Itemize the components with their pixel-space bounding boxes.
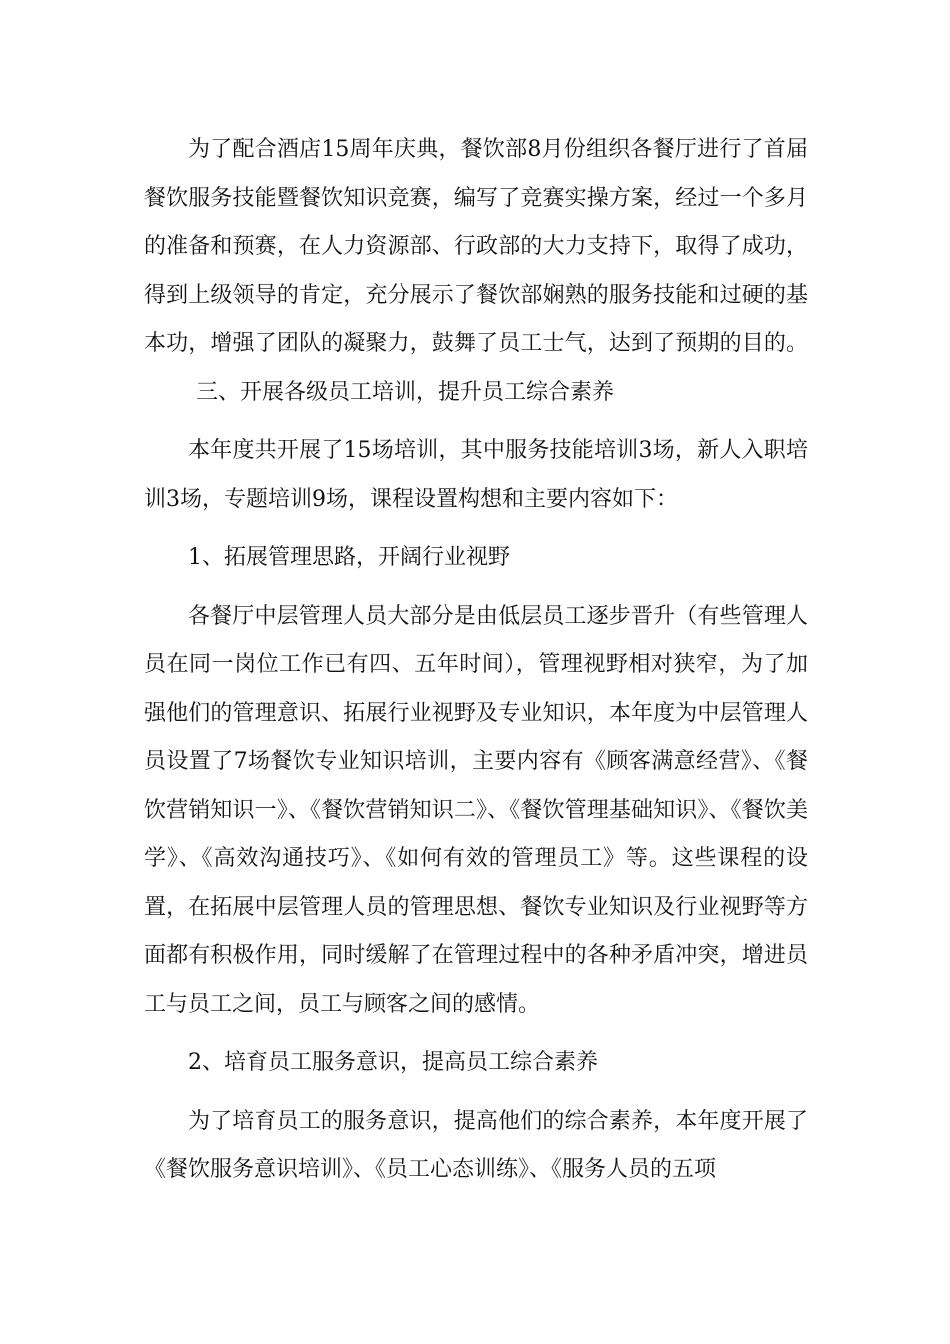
paragraph-training-summary: 本年度共开展了15场培训，其中服务技能培训3场，新人入职培训3场，专题培训9场，课程设置构想和主要内容如下： — [144, 438, 808, 512]
paragraph-gap — [144, 1029, 808, 1039]
paragraph-competition-text: 为了配合酒店15周年庆典，餐饮部8月份组织各餐厅进行了首届餐饮服务技能暨餐饮知识竞赛，编写了竞赛实操方案，经过一个多月的准备和预赛，在人力资源部、行政部的大力支持下，取得了成功，得到上级领导的肯定，充分展示了餐饮部娴熟的服务技能和过硬的基本功，增强了团队的凝聚力，鼓舞了员工士气，达到了预期的目的。 — [144, 137, 808, 356]
paragraph-management-training: 各餐厅中层管理人员大部分是由低层员工逐步晋升（有些管理人员在同一岗位工作已有四、五年时间），管理视野相对狭窄，为了加强他们的管理意识、拓展行业视野及专业知识，本年度为中层管理人员设置了7场餐饮专业知识培训，主要内容有《顾客满意经营》、《餐饮营销知识一》、《餐饮营销知识二》、《餐饮管理基础知识》、《餐饮美学》、《高效沟通技巧》、《如何有效的管理员工》等。这些课程的设置，在拓展中层管理人员的管理思想、餐饮专业知识及行业视野等方面都有积极作用，同时缓解了在管理过程中的各种矛盾冲突，增进员工与员工之间，员工与顾客之间的感情。 — [144, 603, 808, 1017]
document-body — [144, 126, 808, 1195]
subheading-management: 1、拓展管理思路，开阔行业视野 — [188, 545, 510, 570]
paragraph-gap — [144, 583, 808, 593]
paragraph-gap — [144, 1088, 808, 1098]
paragraph-service-training: 为了培育员工的服务意识，提高他们的综合素养，本年度开展了《餐饮服务意识培训》、《员工心态训练》、《服务人员的五项 — [144, 1108, 808, 1182]
paragraph-gap — [144, 524, 808, 534]
section-heading-training: 三、开展各级员工培训，提升员工综合素养 — [196, 379, 615, 405]
paragraph-gap — [144, 417, 808, 427]
subheading-service-awareness: 2、培育员工服务意识，提高员工综合素养 — [188, 1050, 598, 1075]
paragraph-competition — [144, 126, 808, 417]
